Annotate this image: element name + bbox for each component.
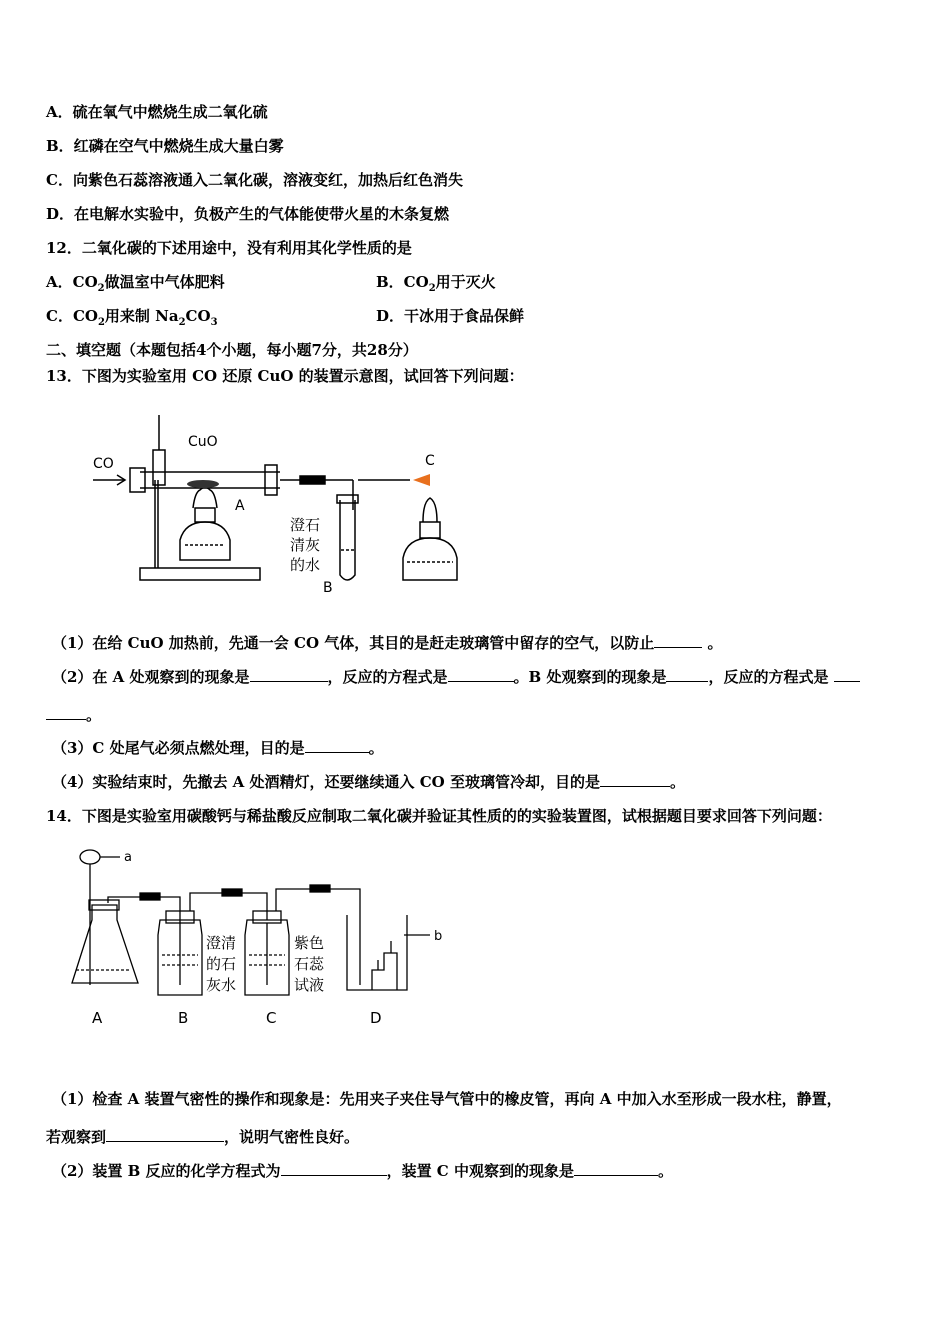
flask-a [72, 905, 138, 983]
q12-option-c: C．$CO_2$用来制 $Na_2CO_3$ [46, 307, 218, 328]
q13-part4: （4）实验结束时，先撤去 A 处酒精灯，还要继续通入 CO 至玻璃管冷却，目的是 。 [52, 773, 685, 791]
label-small-b: b [434, 929, 443, 944]
label-b: B [323, 580, 333, 596]
q14-part1: （1）检查 A 装置气密性的操作和现象是：先用夹子夹住导气管中的橡皮管，再向 A 中加入水至形成一段水柱，静置， [52, 1090, 842, 1108]
q13-apparatus-figure [85, 410, 485, 600]
q14-part1-cont: 若观察到 ，说明气密性良好。 [46, 1128, 360, 1146]
label-c: C [266, 1009, 277, 1027]
q12-stem: 12．二氧化碳的下述用途中，没有利用其化学性质的是 [46, 239, 412, 257]
label-limewater-1: 澄清 [206, 934, 237, 952]
label-limewater-3: 灰水 [206, 976, 237, 994]
label-c: C [425, 453, 435, 469]
separatory-funnel [80, 850, 100, 864]
beaker-d [347, 915, 407, 990]
q14-stem: 14．下图是实验室用碳酸钙与稀盐酸反应制取二氧化碳并验证其性质的的实验装置图，试根据题目要求回答下列问题： [46, 807, 832, 825]
q14-apparatus-figure [62, 845, 462, 1035]
label-limewater-2: 清灰 [290, 536, 321, 554]
alcohol-lamp-a [180, 522, 230, 560]
label-limewater-1: 澄石 [290, 516, 321, 534]
label-a: A [92, 1009, 103, 1027]
label-litmus-1: 紫色 [294, 934, 325, 952]
label-a: A [235, 498, 245, 514]
q13-stem: 13．下图为实验室用 CO 还原 CuO 的装置示意图，试回答下列问题： [46, 367, 524, 385]
cuo-powder [187, 480, 219, 488]
q13-part3: （3）C 处尾气必须点燃处理，目的是 。 [52, 739, 384, 757]
q14-part2: （2）装置 B 反应的化学方程式为 ，装置 C 中观察到的现象是 。 [52, 1162, 673, 1180]
q12-option-d: D．干冰用于食品保鲜 [376, 307, 525, 325]
label-limewater-2: 的石 [206, 955, 237, 973]
q11-option-c: C．向紫色石蕊溶液通入二氧化碳，溶液变红，加热后红色消失 [46, 171, 463, 189]
flame-a [193, 488, 217, 509]
q13-part1: （1）在给 CuO 加热前，先通一会 CO 气体，其目的是赶走玻璃管中留存的空气，以防止 。 [52, 634, 723, 652]
q12-option-a: A．$CO_2$做温室中气体肥料 [46, 273, 225, 294]
q13-part2-cont: 。 [46, 705, 101, 725]
test-tube-b [340, 500, 355, 580]
stand-base [140, 568, 260, 580]
label-limewater-3: 的水 [290, 556, 321, 574]
q11-option-d: D．在电解水实验中，负极产生的气体能使带火星的木条复燃 [46, 205, 450, 223]
alcohol-lamp-c [403, 538, 457, 580]
q13-part2: （2）在 A 处观察到的现象是 ，反应的方程式是 。B 处观察到的现象是 ，反应的方程式是 [52, 667, 860, 687]
label-small-a: a [124, 850, 132, 865]
label-cuo: CuO [188, 434, 218, 450]
tail-gas-flame [413, 474, 430, 486]
label-litmus-3: 试液 [294, 976, 325, 994]
q12-option-b: B．$CO_2$用于灭火 [376, 273, 496, 294]
section-heading: 二、填空题（本题包括4个小题，每小题7分，共28分） [46, 341, 418, 359]
label-b: B [178, 1009, 189, 1027]
label-litmus-2: 石蕊 [294, 955, 325, 973]
label-d: D [370, 1009, 382, 1027]
label-co: CO [93, 456, 114, 472]
q11-option-b: B．红磷在空气中燃烧生成大量白雾 [46, 137, 284, 155]
q11-option-a: A．硫在氧气中燃烧生成二氧化硫 [46, 103, 268, 121]
